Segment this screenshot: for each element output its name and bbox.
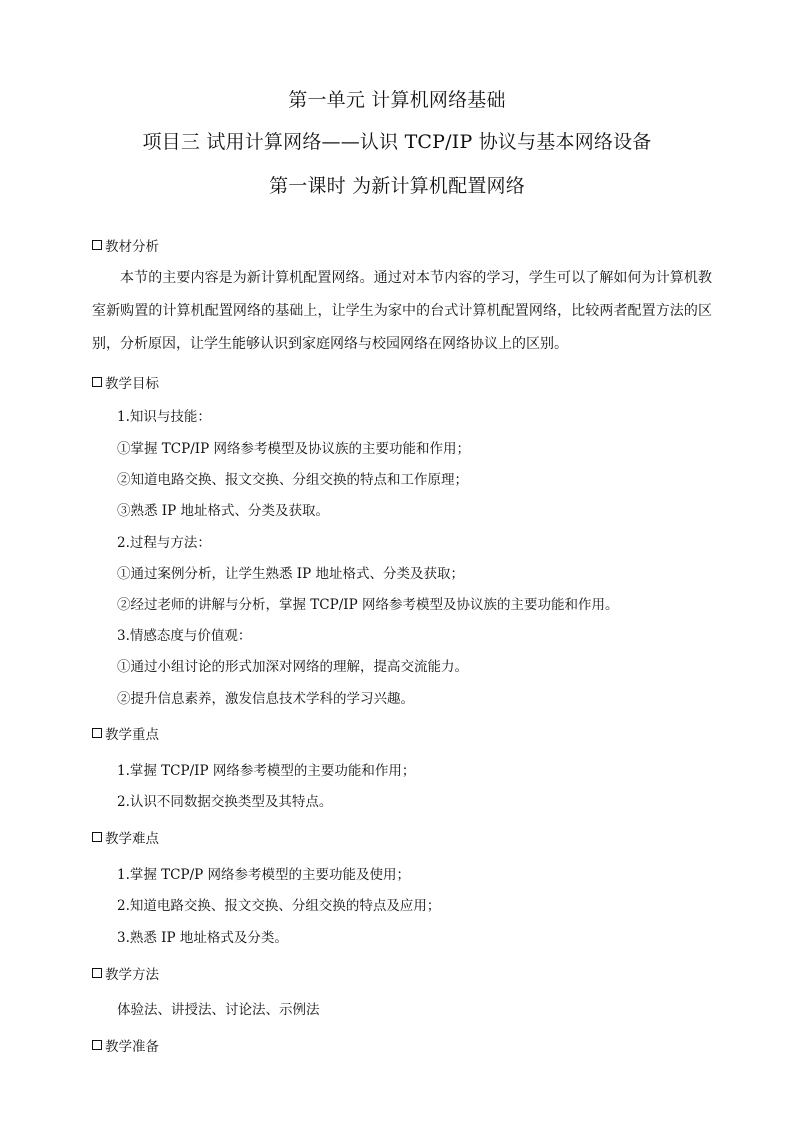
key-point-line: 1.掌握 TCP/IP 网络参考模型的主要功能和作用；: [117, 763, 416, 779]
checkbox-icon: [92, 728, 102, 738]
section-heading-preparation: [92, 1035, 159, 1055]
objective-line: ③熟悉 IP 地址格式、分类及获取。: [117, 503, 329, 519]
checkbox-icon: [92, 968, 102, 978]
section-heading-key-points: [92, 723, 159, 743]
section-heading-methods: [92, 963, 159, 983]
lesson-title: 第一课时 为新计算机配置网络: [269, 175, 525, 197]
objective-line: ②提升信息素养，激发信息技术学科的学习兴趣。: [117, 691, 414, 707]
objective-line: ①通过小组讨论的形式加深对网络的理解，提高交流能力。: [117, 659, 468, 675]
checkbox-icon: [92, 240, 102, 250]
section-heading-objectives: [92, 372, 159, 392]
section-heading-difficulties: [92, 827, 159, 847]
checkbox-icon: [92, 1040, 102, 1050]
objective-line: ②知道电路交换、报文交换、分组交换的特点和工作原理；: [117, 472, 468, 488]
objective-line: ②经过老师的讲解与分析，掌握 TCP/IP 网络参考模型及协议族的主要功能和作用。: [117, 597, 619, 613]
material-analysis-paragraph: 本节的主要内容是为新计算机配置网络。通过对本节内容的学习，学生可以了解如何为计算机教室新购置的计算机配置网络的基础上，让学生为家中的台式计算机配置网络，比较两者配置方法的区别，分析原因，让学生能够认识到家庭网络与校园网络在网络协议上的区别。: [92, 270, 712, 352]
objective-line: 2.过程与方法：: [117, 535, 211, 551]
section-heading-label: 教材分析: [105, 239, 159, 255]
difficulty-line: 2.知道电路交换、报文交换、分组交换的特点及应用；: [117, 898, 441, 914]
objective-line: 3.情感态度与价值观：: [117, 628, 252, 644]
checkbox-icon: [92, 832, 102, 842]
objective-line: 1.知识与技能：: [117, 409, 211, 425]
section-heading-material-analysis: [92, 235, 159, 255]
method-line: 体验法、讲授法、讨论法、示例法: [117, 1002, 320, 1018]
section-heading-label: 教学难点: [105, 831, 159, 847]
objective-line: ①通过案例分析，让学生熟悉 IP 地址格式、分类及获取；: [117, 566, 464, 582]
section-heading-label: 教学准备: [105, 1039, 159, 1055]
difficulty-line: 1.掌握 TCP/P 网络参考模型的主要功能及使用；: [117, 867, 411, 883]
section-heading-label: 教学目标: [105, 376, 159, 392]
objective-line: ①掌握 TCP/IP 网络参考模型及协议族的主要功能和作用；: [117, 441, 470, 457]
checkbox-icon: [92, 377, 102, 387]
section-heading-label: 教学重点: [105, 727, 159, 743]
project-title: 项目三 试用计算网络——认识 TCP/IP 协议与基本网络设备: [142, 131, 652, 153]
difficulty-line: 3.熟悉 IP 地址格式及分类。: [117, 930, 288, 946]
section-heading-label: 教学方法: [105, 967, 159, 983]
unit-title: 第一单元 计算机网络基础: [288, 89, 506, 111]
key-point-line: 2.认识不同数据交换类型及其特点。: [117, 794, 333, 810]
